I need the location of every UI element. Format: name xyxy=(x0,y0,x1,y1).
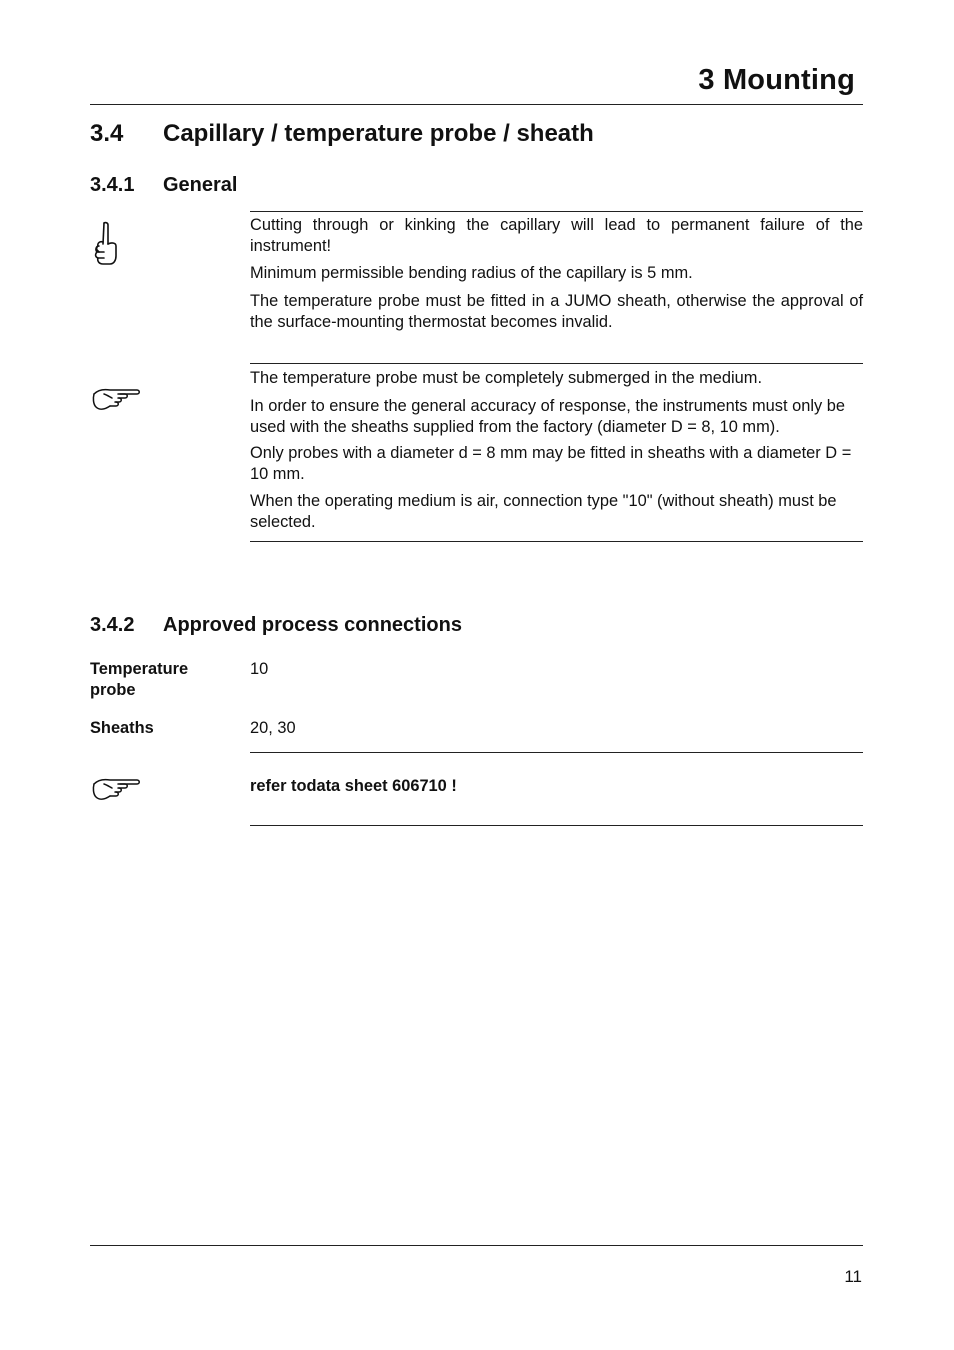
page-number: 11 xyxy=(844,1267,862,1286)
footer-rule xyxy=(90,1245,863,1246)
row-label-temperature-probe: Temperature probe xyxy=(90,660,189,699)
section-title: Capillary / temperature probe / sheath xyxy=(163,120,594,147)
raised-index-finger-icon xyxy=(90,220,122,275)
row-value-temperature-probe: 10 xyxy=(250,660,269,678)
warning-paragraph-1: Cutting through or kinking the capillary will lead to permanent failure of the instrument! xyxy=(250,216,863,255)
row-label-sheaths: Sheaths xyxy=(90,719,154,737)
note-bottom-rule xyxy=(250,541,863,542)
header-rule xyxy=(90,104,863,105)
subsection-title: General xyxy=(163,174,238,196)
note-paragraph-1: The temperature probe must be completely submerged in the medium. xyxy=(250,369,763,387)
subsection-title: Approved process connections xyxy=(163,614,462,636)
note-paragraph-4: When the operating medium is air, connection type "10" (without sheath) must be selected. xyxy=(250,492,837,531)
subsection-heading-general xyxy=(90,174,237,197)
pointing-hand-icon xyxy=(90,776,142,809)
note-paragraph-3: Only probes with a diameter d = 8 mm may be fitted in sheaths with a diameter D = 10 mm. xyxy=(250,444,852,483)
data-sheet-reference: refer todata sheet 606710 ! xyxy=(250,777,457,795)
warning-top-rule xyxy=(250,211,863,212)
row-value-sheaths: 20, 30 xyxy=(250,719,296,737)
note-top-rule xyxy=(250,363,863,364)
ref-note-top-rule xyxy=(250,752,863,753)
chapter-title: 3 Mounting xyxy=(698,64,855,96)
section-number: 3.4 xyxy=(90,120,124,147)
subsection-heading-approved xyxy=(90,614,462,637)
subsection-number: 3.4.1 xyxy=(90,174,135,196)
section-heading xyxy=(90,120,594,148)
warning-paragraph-3: The temperature probe must be fitted in a JUMO sheath, otherwise the approval of the surface-mounting thermostat becomes invalid. xyxy=(250,292,863,331)
ref-note-bottom-rule xyxy=(250,825,863,826)
pointing-hand-icon xyxy=(90,386,142,419)
subsection-number: 3.4.2 xyxy=(90,614,135,636)
note-paragraph-2: In order to ensure the general accuracy of response, the instruments must only be used with the sheaths supplied from the factory (diameter D = 8, 10 mm). xyxy=(250,397,845,436)
warning-paragraph-2: Minimum permissible bending radius of the capillary is 5 mm. xyxy=(250,264,693,282)
